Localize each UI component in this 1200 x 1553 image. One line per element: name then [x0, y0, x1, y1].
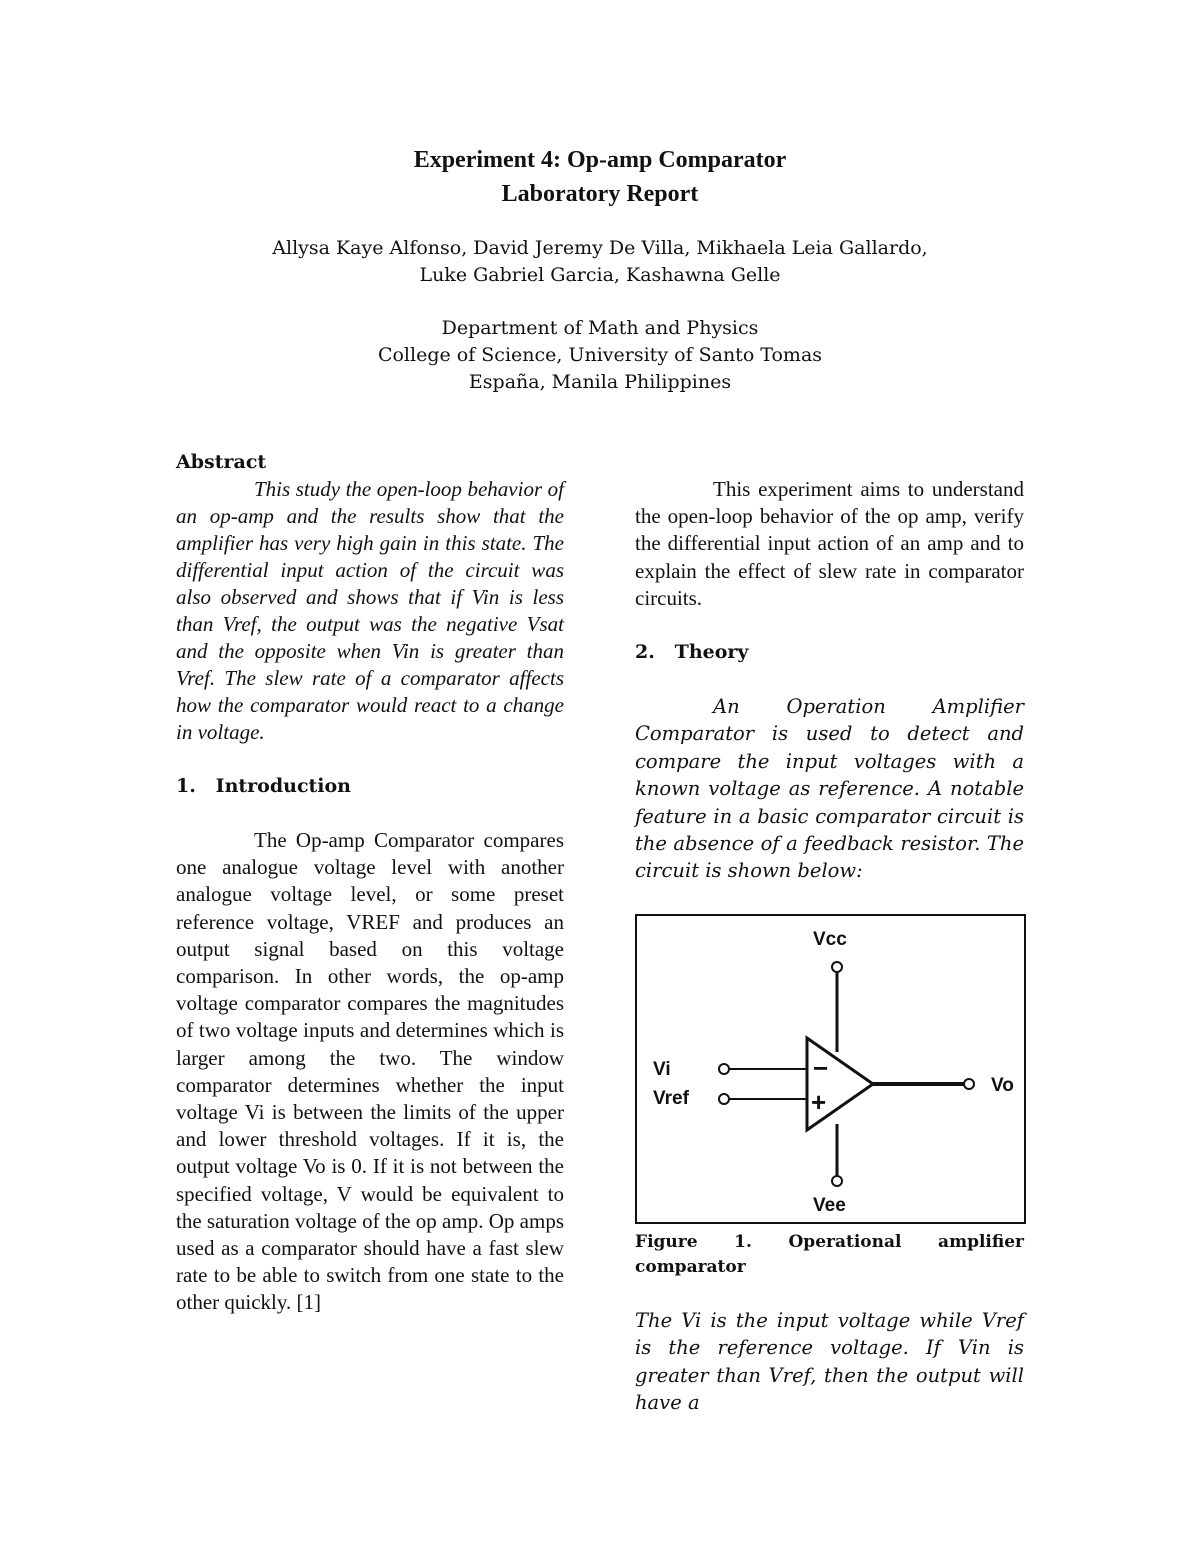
vcc-label: Vcc: [813, 928, 847, 950]
figure-1-caption: Figure 1. Operational amplifier comparator: [635, 1231, 1024, 1277]
vo-terminal: [964, 1079, 974, 1089]
title-line-2: Laboratory Report: [501, 181, 699, 207]
authors-line-1: Allysa Kaye Alfonso, David Jeremy De Villa, Mikhaela Leia Gallardo,: [272, 237, 928, 259]
vcc-terminal: [832, 962, 842, 972]
vee-terminal: [832, 1176, 842, 1186]
vi-terminal: [719, 1064, 729, 1074]
comparator-circuit-diagram: [637, 916, 1023, 1221]
theory-text: An Operation Amplifier Comparator is used to detect and compare the input voltages with a known voltage as reference. A notable feature in a basic comparator circuit is the absence of a feedback resistor. The circuit is shown below:: [635, 695, 1024, 883]
figure-1-circuit: [635, 914, 1026, 1224]
introduction-heading: 1. Introduction: [176, 775, 351, 797]
abstract-text: This study the open-loop behavior of an op-amp and the results show that the amplifier has very high gain in this state. The differential input action of the circuit was also observed and shows that if Vin is less than Vref, the output was the negative Vsat and the opposite when Vin is greater than Vref. The slew rate of a comparator affects how the comparator would react to a change in voltage.: [176, 477, 564, 744]
right-column: [635, 476, 1024, 1416]
inverting-sign: −: [813, 1052, 829, 1083]
vref-label: Vref: [653, 1087, 689, 1109]
authors-line-2: Luke Gabriel Garcia, Kashawna Gelle: [419, 264, 781, 286]
paper-title: [0, 143, 1200, 211]
paper-header: [0, 143, 1200, 396]
introduction-aims-text: This experiment aims to understand the open-loop behavior of the op amp, verify the differential input action of an amp and to explain the effect of slew rate in comparator circuits.: [635, 477, 1024, 610]
title-line-1: Experiment 4: Op-amp Comparator: [413, 147, 787, 173]
noninverting-sign: +: [811, 1086, 827, 1117]
vref-terminal: [719, 1094, 729, 1104]
introduction-text: The Op-amp Comparator compares one analogue voltage level with another analogue voltage level, or some preset reference voltage, VREF and produces an output signal based on this voltage comparison. In other words, the op-amp voltage comparator compares the magnitudes of two voltage inputs and determines which is larger among the two. The window comparator determines whether the input voltage Vi is between the limits of the upper and lower threshold voltages. If it is, the output voltage Vo is 0. If it is not between the specified voltage, V would be equivalent to the saturation voltage of the op amp. Op amps used as a comparator should have a fast slew rate to be able to switch from one state to the other quickly. [1]: [176, 828, 564, 1315]
left-column: [176, 449, 564, 1317]
affiliation-line-2: College of Science, University of Santo Tomas: [377, 344, 823, 366]
vee-label: Vee: [813, 1194, 846, 1216]
author-list: [0, 235, 1200, 289]
abstract-heading: Abstract: [176, 451, 267, 473]
affiliation-line-3: España, Manila Philippines: [468, 371, 732, 393]
vi-label: Vi: [653, 1058, 671, 1080]
theory-continued-text: The Vi is the input voltage while Vref is the reference voltage. If Vin is greater than Vref, then the output will have a: [635, 1308, 1024, 1415]
vo-label: Vo: [991, 1074, 1014, 1096]
affiliation: [0, 315, 1200, 396]
affiliation-line-1: Department of Math and Physics: [441, 317, 759, 339]
theory-heading: 2. Theory: [635, 641, 749, 664]
